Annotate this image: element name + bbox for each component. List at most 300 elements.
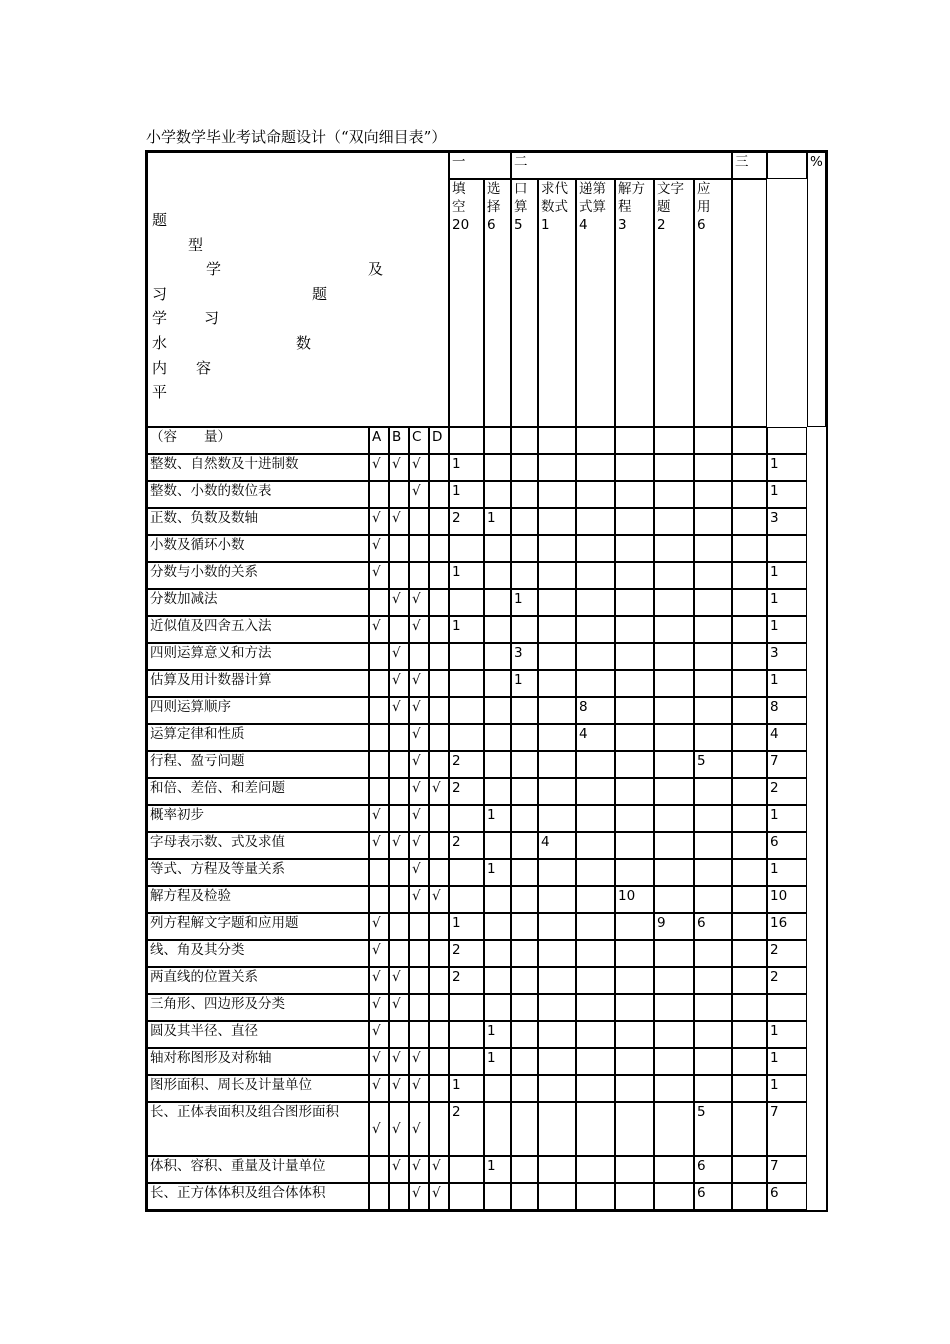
score-cell xyxy=(615,589,654,616)
score-cell xyxy=(511,886,538,913)
score-cell xyxy=(538,778,576,805)
section-row xyxy=(147,152,826,179)
level-check-c: √ xyxy=(409,454,429,481)
level-check-b: √ xyxy=(389,1102,409,1156)
table-row xyxy=(147,1075,826,1102)
level-check-b xyxy=(389,751,409,778)
col-l2: 程 xyxy=(618,199,632,215)
level-check-b xyxy=(389,886,409,913)
score-cell xyxy=(538,805,576,832)
score-cell xyxy=(538,859,576,886)
level-check-a: √ xyxy=(369,454,389,481)
level-d: D xyxy=(429,427,449,454)
level-check-a: √ xyxy=(369,994,389,1021)
score-cell xyxy=(654,751,694,778)
table-row xyxy=(147,589,826,616)
level-check-d xyxy=(429,562,449,589)
col-l1: 文字 xyxy=(657,181,684,197)
score-cell xyxy=(654,778,694,805)
col-l2: 用 xyxy=(697,199,711,215)
col-l2: 空 xyxy=(452,199,466,215)
score-cell xyxy=(694,481,732,508)
score-cell xyxy=(484,886,511,913)
percent-cell: 1 xyxy=(767,859,807,886)
score-cell xyxy=(511,778,538,805)
diag-text: 习 xyxy=(152,285,168,303)
level-check-c: √ xyxy=(409,1075,429,1102)
level-check-c xyxy=(409,940,429,967)
empty-cell xyxy=(767,427,807,454)
score-cell xyxy=(732,805,767,832)
table-row xyxy=(147,697,826,724)
score-cell xyxy=(654,1021,694,1048)
score-cell xyxy=(511,1102,538,1156)
score-cell xyxy=(654,616,694,643)
level-check-b: √ xyxy=(389,832,409,859)
level-check-a xyxy=(369,724,389,751)
level-check-d xyxy=(429,832,449,859)
score-cell xyxy=(511,697,538,724)
level-check-a: √ xyxy=(369,562,389,589)
level-label: （容 量） xyxy=(147,427,369,454)
score-cell xyxy=(484,616,511,643)
level-check-d: √ xyxy=(429,778,449,805)
row-topic: 正数、负数及数轴 xyxy=(147,508,369,535)
score-cell xyxy=(576,562,615,589)
score-cell xyxy=(732,1021,767,1048)
table-row xyxy=(147,1021,826,1048)
score-cell xyxy=(484,562,511,589)
score-cell: 1 xyxy=(511,670,538,697)
level-check-d: √ xyxy=(429,1156,449,1183)
row-topic: 体积、容积、重量及计量单位 xyxy=(147,1156,369,1183)
section-4 xyxy=(767,152,807,179)
level-check-c: √ xyxy=(409,670,429,697)
level-check-c: √ xyxy=(409,697,429,724)
score-cell: 9 xyxy=(654,913,694,940)
level-check-c: √ xyxy=(409,1102,429,1156)
level-check-c: √ xyxy=(409,751,429,778)
score-cell xyxy=(511,994,538,1021)
score-cell xyxy=(654,994,694,1021)
diag-text: 水 xyxy=(152,334,168,352)
score-cell xyxy=(654,1075,694,1102)
score-cell xyxy=(732,832,767,859)
score-cell xyxy=(538,643,576,670)
score-cell xyxy=(732,1075,767,1102)
table-row xyxy=(147,616,826,643)
level-check-c: √ xyxy=(409,832,429,859)
score-cell xyxy=(484,535,511,562)
level-check-d xyxy=(429,1102,449,1156)
level-check-b: √ xyxy=(389,643,409,670)
level-check-a xyxy=(369,1183,389,1210)
score-cell xyxy=(576,886,615,913)
col-header-oral xyxy=(511,179,538,427)
level-check-c xyxy=(409,508,429,535)
score-cell: 1 xyxy=(511,589,538,616)
score-cell xyxy=(615,994,654,1021)
col-l1: 求代 xyxy=(541,181,568,197)
percent-cell: 6 xyxy=(767,1183,807,1210)
score-cell: 1 xyxy=(449,913,484,940)
score-cell xyxy=(449,994,484,1021)
level-check-c xyxy=(409,643,429,670)
score-cell xyxy=(615,805,654,832)
col-header-word xyxy=(654,179,694,427)
diag-text: 题 xyxy=(152,211,168,229)
col-n: 6 xyxy=(697,217,706,233)
specification-table xyxy=(145,150,828,1212)
percent-cell: 1 xyxy=(767,454,807,481)
score-cell xyxy=(732,913,767,940)
score-cell xyxy=(484,454,511,481)
score-cell xyxy=(732,643,767,670)
score-cell xyxy=(654,724,694,751)
score-cell xyxy=(576,967,615,994)
col-header-blank xyxy=(732,179,767,427)
level-check-c xyxy=(409,913,429,940)
empty-cell xyxy=(511,427,538,454)
empty-cell xyxy=(694,427,732,454)
row-topic: 行程、盈亏问题 xyxy=(147,751,369,778)
score-cell xyxy=(694,454,732,481)
score-cell xyxy=(576,1021,615,1048)
percent-header: % xyxy=(807,152,826,427)
level-check-d xyxy=(429,616,449,643)
col-header-application xyxy=(694,179,732,427)
score-cell: 4 xyxy=(538,832,576,859)
level-check-c: √ xyxy=(409,1183,429,1210)
empty-cell xyxy=(615,427,654,454)
level-check-d xyxy=(429,859,449,886)
score-cell xyxy=(576,643,615,670)
score-cell xyxy=(732,940,767,967)
table-row xyxy=(147,454,826,481)
level-check-b xyxy=(389,724,409,751)
row-topic: 分数加减法 xyxy=(147,589,369,616)
level-check-d xyxy=(429,508,449,535)
score-cell: 1 xyxy=(449,481,484,508)
level-check-b xyxy=(389,940,409,967)
level-check-d xyxy=(429,643,449,670)
level-check-a xyxy=(369,778,389,805)
score-cell xyxy=(538,508,576,535)
level-check-c: √ xyxy=(409,805,429,832)
score-cell xyxy=(576,1048,615,1075)
level-check-b xyxy=(389,535,409,562)
score-cell xyxy=(538,1183,576,1210)
score-cell xyxy=(538,967,576,994)
score-cell xyxy=(615,724,654,751)
score-cell xyxy=(449,859,484,886)
score-cell xyxy=(654,967,694,994)
percent-cell: 1 xyxy=(767,1048,807,1075)
diag-text: 学 xyxy=(152,309,168,327)
col-l1: 递第 xyxy=(579,181,606,197)
score-cell xyxy=(449,1183,484,1210)
score-cell xyxy=(615,535,654,562)
score-cell xyxy=(449,805,484,832)
col-header-fill xyxy=(449,179,484,427)
diag-text: 平 xyxy=(152,383,168,401)
level-check-a: √ xyxy=(369,508,389,535)
score-cell xyxy=(615,913,654,940)
col-header-algebra xyxy=(538,179,576,427)
level-check-c xyxy=(409,994,429,1021)
level-check-b: √ xyxy=(389,994,409,1021)
score-cell xyxy=(576,1102,615,1156)
level-check-a xyxy=(369,643,389,670)
diag-text: 及 xyxy=(368,260,384,278)
level-check-c: √ xyxy=(409,1048,429,1075)
table-row xyxy=(147,994,826,1021)
empty-cell xyxy=(732,427,767,454)
table-row xyxy=(147,967,826,994)
level-check-a: √ xyxy=(369,913,389,940)
level-check-b xyxy=(389,616,409,643)
score-cell xyxy=(576,481,615,508)
score-cell xyxy=(449,670,484,697)
level-check-d xyxy=(429,481,449,508)
row-topic: 分数与小数的关系 xyxy=(147,562,369,589)
level-check-d xyxy=(429,913,449,940)
score-cell: 5 xyxy=(694,1102,732,1156)
score-cell xyxy=(654,508,694,535)
score-cell xyxy=(732,967,767,994)
level-check-b: √ xyxy=(389,670,409,697)
score-cell xyxy=(449,724,484,751)
score-cell xyxy=(511,967,538,994)
percent-cell: 1 xyxy=(767,589,807,616)
score-cell xyxy=(615,751,654,778)
score-cell xyxy=(694,589,732,616)
percent-cell: 2 xyxy=(767,940,807,967)
diag-text: 习 xyxy=(204,309,220,327)
col-l1: 应 xyxy=(697,181,711,197)
empty-cell xyxy=(576,427,615,454)
score-cell: 5 xyxy=(694,751,732,778)
score-cell xyxy=(484,967,511,994)
score-cell xyxy=(484,994,511,1021)
diag-text: 题 xyxy=(312,285,328,303)
score-cell xyxy=(732,508,767,535)
score-cell xyxy=(615,481,654,508)
score-cell xyxy=(654,643,694,670)
score-cell xyxy=(732,535,767,562)
col-l1: 选 xyxy=(487,181,501,197)
level-check-b xyxy=(389,1183,409,1210)
score-cell xyxy=(538,481,576,508)
level-check-b: √ xyxy=(389,454,409,481)
score-cell xyxy=(694,1021,732,1048)
score-cell xyxy=(732,778,767,805)
section-3: 三 xyxy=(732,152,767,179)
level-check-b xyxy=(389,1021,409,1048)
col-l1: 解方 xyxy=(618,181,645,197)
score-cell: 2 xyxy=(449,751,484,778)
score-cell xyxy=(484,643,511,670)
col-header-equation xyxy=(615,179,654,427)
score-cell xyxy=(484,832,511,859)
score-cell xyxy=(576,1156,615,1183)
level-check-c: √ xyxy=(409,724,429,751)
level-check-b xyxy=(389,778,409,805)
empty-cell xyxy=(449,427,484,454)
row-topic: 列方程解文字题和应用题 xyxy=(147,913,369,940)
table-row xyxy=(147,832,826,859)
level-check-a: √ xyxy=(369,940,389,967)
score-cell xyxy=(538,724,576,751)
score-cell xyxy=(694,1048,732,1075)
table-row xyxy=(147,913,826,940)
score-cell xyxy=(511,832,538,859)
score-cell xyxy=(576,670,615,697)
level-check-c: √ xyxy=(409,616,429,643)
score-cell xyxy=(449,643,484,670)
score-cell xyxy=(654,832,694,859)
score-cell xyxy=(732,724,767,751)
score-cell xyxy=(484,913,511,940)
percent-cell: 7 xyxy=(767,1102,807,1156)
level-check-d xyxy=(429,1075,449,1102)
score-cell: 1 xyxy=(484,805,511,832)
diagonal-header-cell xyxy=(147,152,449,427)
score-cell xyxy=(576,940,615,967)
section-1: 一 xyxy=(449,152,511,179)
score-cell xyxy=(654,859,694,886)
score-cell xyxy=(538,670,576,697)
score-cell xyxy=(615,1048,654,1075)
score-cell xyxy=(615,1021,654,1048)
percent-cell: 7 xyxy=(767,1156,807,1183)
diag-text: 容 xyxy=(196,359,212,377)
row-topic: 四则运算意义和方法 xyxy=(147,643,369,670)
score-cell xyxy=(511,940,538,967)
score-cell xyxy=(615,1102,654,1156)
score-cell xyxy=(511,805,538,832)
score-cell xyxy=(511,1183,538,1210)
col-l2: 题 xyxy=(657,199,671,215)
score-cell: 2 xyxy=(449,1102,484,1156)
level-check-b: √ xyxy=(389,508,409,535)
score-cell xyxy=(732,751,767,778)
col-n: 5 xyxy=(514,217,523,233)
col-l2: 式算 xyxy=(579,199,606,215)
row-topic: 三角形、四边形及分类 xyxy=(147,994,369,1021)
score-cell xyxy=(732,562,767,589)
score-cell xyxy=(694,670,732,697)
level-check-b xyxy=(389,481,409,508)
row-topic: 小数及循环小数 xyxy=(147,535,369,562)
level-check-a xyxy=(369,589,389,616)
score-cell: 6 xyxy=(694,913,732,940)
score-cell xyxy=(694,697,732,724)
score-cell xyxy=(511,562,538,589)
score-cell xyxy=(538,751,576,778)
score-cell xyxy=(615,940,654,967)
score-cell xyxy=(694,832,732,859)
score-cell xyxy=(654,1048,694,1075)
table-row xyxy=(147,562,826,589)
level-check-b: √ xyxy=(389,1075,409,1102)
level-check-c xyxy=(409,535,429,562)
score-cell: 1 xyxy=(449,454,484,481)
empty-cell xyxy=(538,427,576,454)
score-cell: 2 xyxy=(449,832,484,859)
score-cell xyxy=(615,508,654,535)
score-cell xyxy=(732,616,767,643)
percent-cell: 3 xyxy=(767,508,807,535)
score-cell xyxy=(511,1048,538,1075)
score-cell xyxy=(538,1075,576,1102)
level-check-c xyxy=(409,1021,429,1048)
score-cell xyxy=(484,1075,511,1102)
score-cell xyxy=(615,454,654,481)
score-cell xyxy=(538,616,576,643)
table-row xyxy=(147,1156,826,1183)
score-cell xyxy=(449,589,484,616)
level-row xyxy=(147,427,826,454)
score-cell: 4 xyxy=(576,724,615,751)
level-check-a xyxy=(369,886,389,913)
col-n: 3 xyxy=(618,217,627,233)
level-check-a xyxy=(369,670,389,697)
score-cell xyxy=(538,1156,576,1183)
score-cell xyxy=(654,562,694,589)
level-check-c: √ xyxy=(409,589,429,616)
level-check-a: √ xyxy=(369,535,389,562)
level-check-a xyxy=(369,481,389,508)
percent-cell: 3 xyxy=(767,643,807,670)
score-cell xyxy=(732,1048,767,1075)
score-cell xyxy=(694,859,732,886)
level-check-d xyxy=(429,589,449,616)
percent-cell: 1 xyxy=(767,1075,807,1102)
level-check-b xyxy=(389,805,409,832)
table-row xyxy=(147,778,826,805)
score-cell xyxy=(732,454,767,481)
score-cell: 1 xyxy=(484,1048,511,1075)
level-check-b: √ xyxy=(389,589,409,616)
row-topic: 等式、方程及等量关系 xyxy=(147,859,369,886)
row-topic: 四则运算顺序 xyxy=(147,697,369,724)
score-cell xyxy=(449,886,484,913)
score-cell: 2 xyxy=(449,508,484,535)
score-cell xyxy=(654,589,694,616)
score-cell xyxy=(511,751,538,778)
level-check-d xyxy=(429,670,449,697)
score-cell xyxy=(511,1075,538,1102)
col-n: 20 xyxy=(452,217,470,233)
score-cell xyxy=(732,1183,767,1210)
score-cell xyxy=(484,724,511,751)
row-topic: 图形面积、周长及计量单位 xyxy=(147,1075,369,1102)
score-cell xyxy=(576,1183,615,1210)
level-check-a: √ xyxy=(369,967,389,994)
row-topic: 整数、自然数及十进制数 xyxy=(147,454,369,481)
score-cell xyxy=(449,1156,484,1183)
level-check-d xyxy=(429,697,449,724)
score-cell xyxy=(511,508,538,535)
score-cell xyxy=(576,913,615,940)
level-check-c: √ xyxy=(409,886,429,913)
row-topic: 和倍、差倍、和差问题 xyxy=(147,778,369,805)
table-row xyxy=(147,1048,826,1075)
level-a: A xyxy=(369,427,389,454)
score-cell: 1 xyxy=(484,859,511,886)
score-cell xyxy=(511,1021,538,1048)
